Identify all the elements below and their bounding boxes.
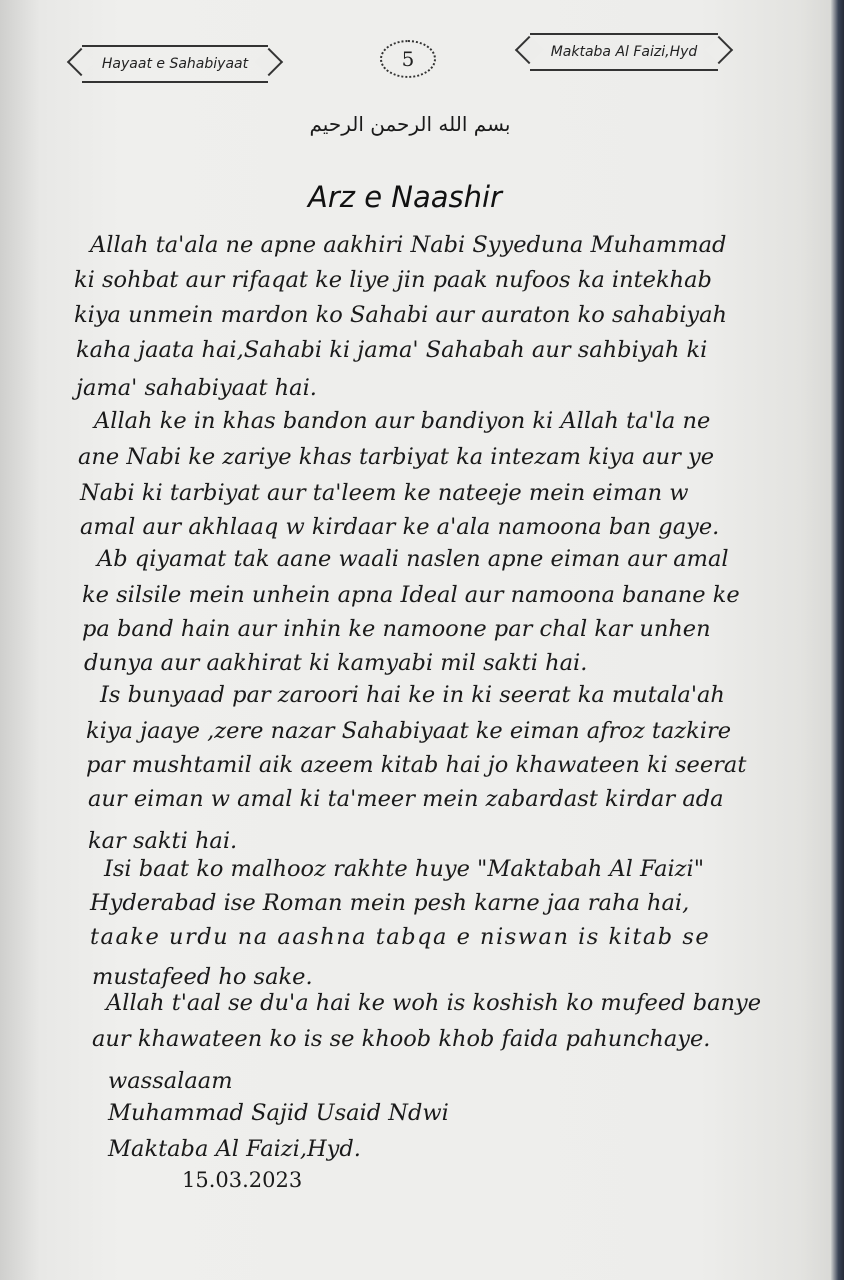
text-line: Isi baat ko malhooz rakhte huye "Maktabah Al Faizi" [104,856,705,882]
date: 15.03.2023 [182,1168,303,1192]
text-line: Hyderabad ise Roman mein pesh karne jaa raha hai, [90,890,690,916]
text-line: kiya unmein mardon ko Sahabi aur auraton ko sahabiyah [74,302,728,328]
text-line: Is bunyaad par zaroori hai ke in ki seerat ka mutala'ah [100,682,725,708]
text-line: ke silsile mein unhein apna Ideal aur namoona banane ke [82,582,740,608]
text-line: pa band hain aur inhin ke namoone par chal kar unhen [82,616,711,642]
header-publisher: Maktaba Al Faizi,Hyd [530,33,718,71]
author-name: Muhammad Sajid Usaid Ndwi [108,1100,449,1126]
text-line: kaha jaata hai,Sahabi ki jama' Sahabah aur sahbiyah ki [76,337,708,363]
closing-line: wassalaam [108,1068,233,1094]
text-line: kiya jaaye ,zere nazar Sahabiyaat ke eiman afroz tazkire [86,718,732,744]
text-line: ki sohbat aur rifaqat ke liye jin paak nufoos ka intekhab [74,267,712,293]
bismillah: بسم الله الرحمن الرحيم [309,112,511,136]
page-number: 5 [380,40,436,78]
text-line: Ab qiyamat tak aane waali naslen apne eiman aur amal [97,546,729,572]
header-book-title: Hayaat e Sahabiyaat [82,45,268,83]
page-title: Arz e Naashir [308,180,502,214]
text-line: amal aur akhlaaq w kirdaar ke a'ala namoona ban gaye. [80,514,720,540]
text-line: dunya aur aakhirat ki kamyabi mil sakti hai. [84,650,588,676]
text-line: Allah ke in khas bandon aur bandiyon ki Allah ta'la ne [94,408,711,434]
page-edge [830,0,844,1280]
text-line: Nabi ki tarbiyat aur ta'leem ke nateeje mein eiman w [80,480,689,506]
author-org: Maktaba Al Faizi,Hyd. [108,1136,361,1162]
text-line: Allah ta'ala ne apne aakhiri Nabi Syyeduna Muhammad [90,232,727,258]
text-line: jama' sahabiyaat hai. [76,375,317,401]
text-line: aur khawateen ko is se khoob khob faida pahunchaye. [92,1026,711,1052]
text-line: taake urdu na aashna tabqa e niswan is kitab se [90,924,711,950]
text-line: kar sakti hai. [88,828,238,854]
text-line: ane Nabi ke zariye khas tarbiyat ka intezam kiya aur ye [78,444,715,470]
text-line: aur eiman w amal ki ta'meer mein zabardast kirdar ada [88,786,724,812]
text-line: par mushtamil aik azeem kitab hai jo khawateen ki seerat [86,752,747,778]
text-line: mustafeed ho sake. [92,964,313,990]
text-line: Allah t'aal se du'a hai ke woh is koshish ko mufeed banye [106,990,762,1016]
